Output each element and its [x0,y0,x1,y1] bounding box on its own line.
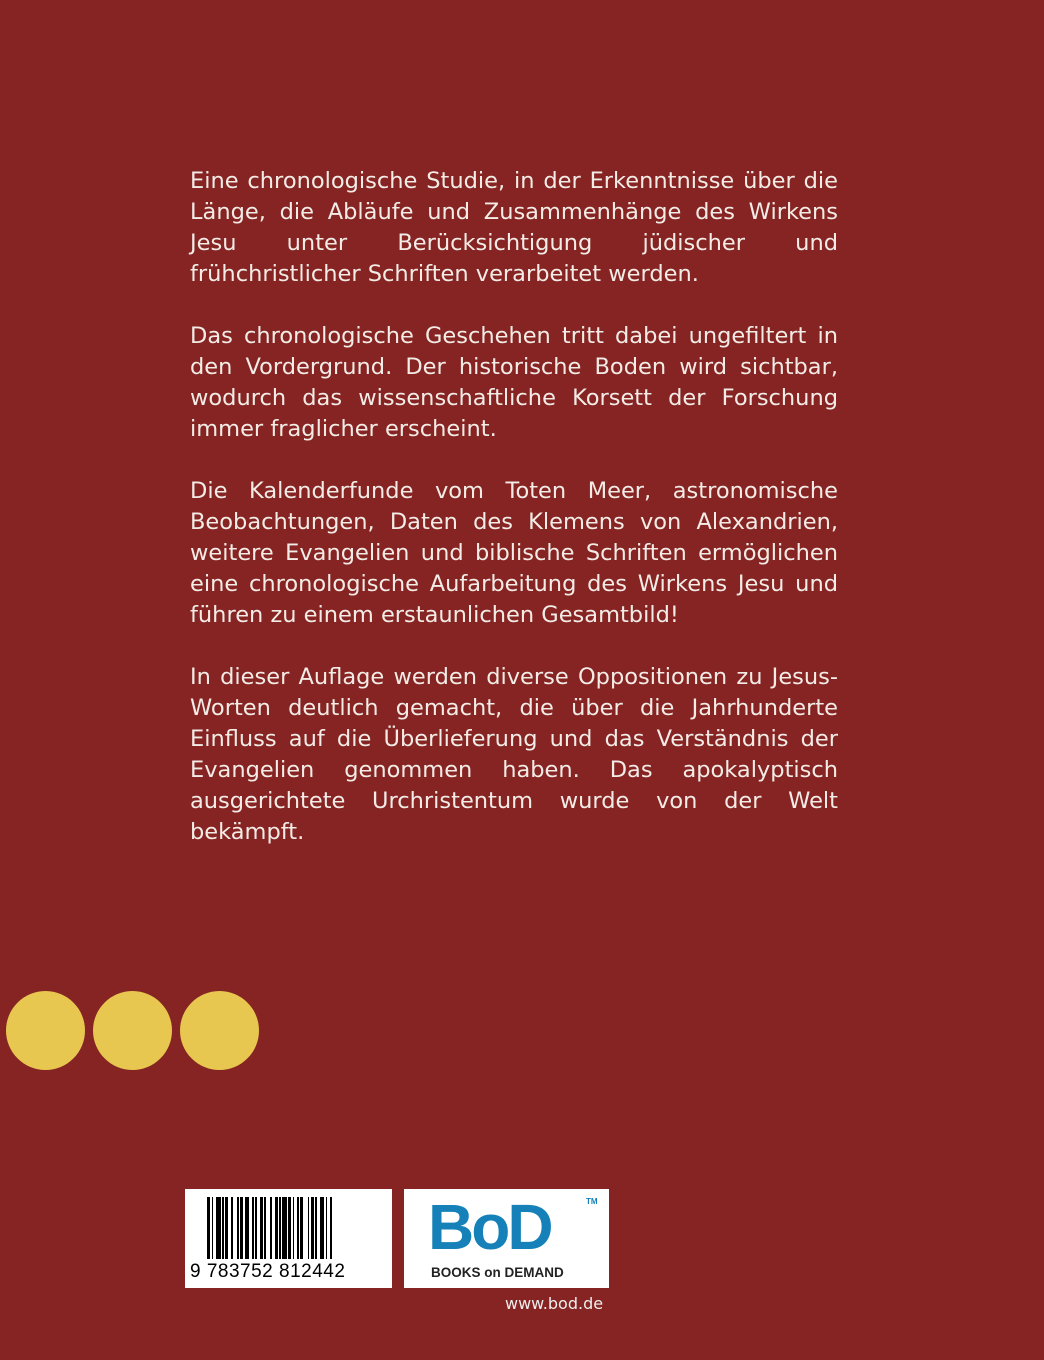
back-cover-blurb [190,166,838,879]
blurb-paragraph: Eine chronologische Studie, in der Erkenntnisse über die Länge, die Abläufe und Zusammenhänge des Wirkens Jesu unter Berücksichtigung jüdischer und frühchristlicher Schriften verarbeitet werden. [190,168,838,287]
barcode-bar [320,1197,325,1259]
barcode-bar [231,1197,233,1259]
barcode-bar [225,1197,228,1259]
isbn-barcode [185,1189,392,1288]
barcode-bar [222,1197,224,1259]
barcode-bar [252,1197,254,1259]
barcode-bar [260,1197,263,1259]
yellow-circle [93,991,172,1070]
barcode-bar [240,1197,243,1259]
barcode-bar [288,1197,291,1259]
barcode-bar [311,1197,314,1259]
barcode-bar [207,1197,210,1259]
barcode-bar [245,1197,250,1259]
barcode-bar [255,1197,257,1259]
barcode-bars [207,1197,377,1259]
barcode-bar [315,1197,317,1259]
publisher-url: www.bod.de [505,1294,604,1313]
barcode-bar [275,1197,278,1259]
barcode-bar [237,1197,239,1259]
barcode-bar [297,1197,299,1259]
barcode-bar [326,1197,328,1259]
barcode-bar [282,1197,287,1259]
barcode-bar [308,1197,310,1259]
blurb-paragraph: Die Kalenderfunde vom Toten Meer, astronomische Beobachtungen, Daten des Klemens von Alexandrien, weitere Evangelien und biblische Schriften ermöglichen eine chronologische Aufarbeitung des Wirkens Jesu und führen zu einem erstaunlichen Gesamtbild! [190,478,838,628]
blurb-paragraph: In dieser Auflage werden diverse Oppositionen zu Jesus-Worten deutlich gemacht, die über die Jahrhunderte Einfluss auf die Überlieferung und das Verständnis der Evangelien genommen haben. Das apokalyptisch ausgerichtete Urchristentum wurde von der Welt bekämpft. [190,664,838,845]
barcode-bar [293,1197,295,1259]
barcode-bar [330,1197,332,1259]
bod-logo-text: BoD [428,1191,551,1263]
barcode-bar [270,1197,272,1259]
publisher-name: BOOKS on DEMAND [431,1265,564,1280]
yellow-circle [6,991,85,1070]
trademark: TM [586,1197,598,1206]
blurb-paragraph: Das chronologische Geschehen tritt dabei ungefiltert in den Vordergrund. Der historische Boden wird sichtbar, wodurch das wissenschaftliche Korsett der Forschung immer fraglicher erscheint. [190,323,838,442]
barcode-bar [300,1197,303,1259]
barcode-bar [279,1197,281,1259]
publisher-logo [404,1189,609,1288]
decorative-circles [6,991,259,1070]
barcode-bar [264,1197,266,1259]
barcode-bar [216,1197,221,1259]
isbn-number: 9 783752 812442 [190,1261,346,1282]
barcode-bar [212,1197,214,1259]
yellow-circle [180,991,259,1070]
